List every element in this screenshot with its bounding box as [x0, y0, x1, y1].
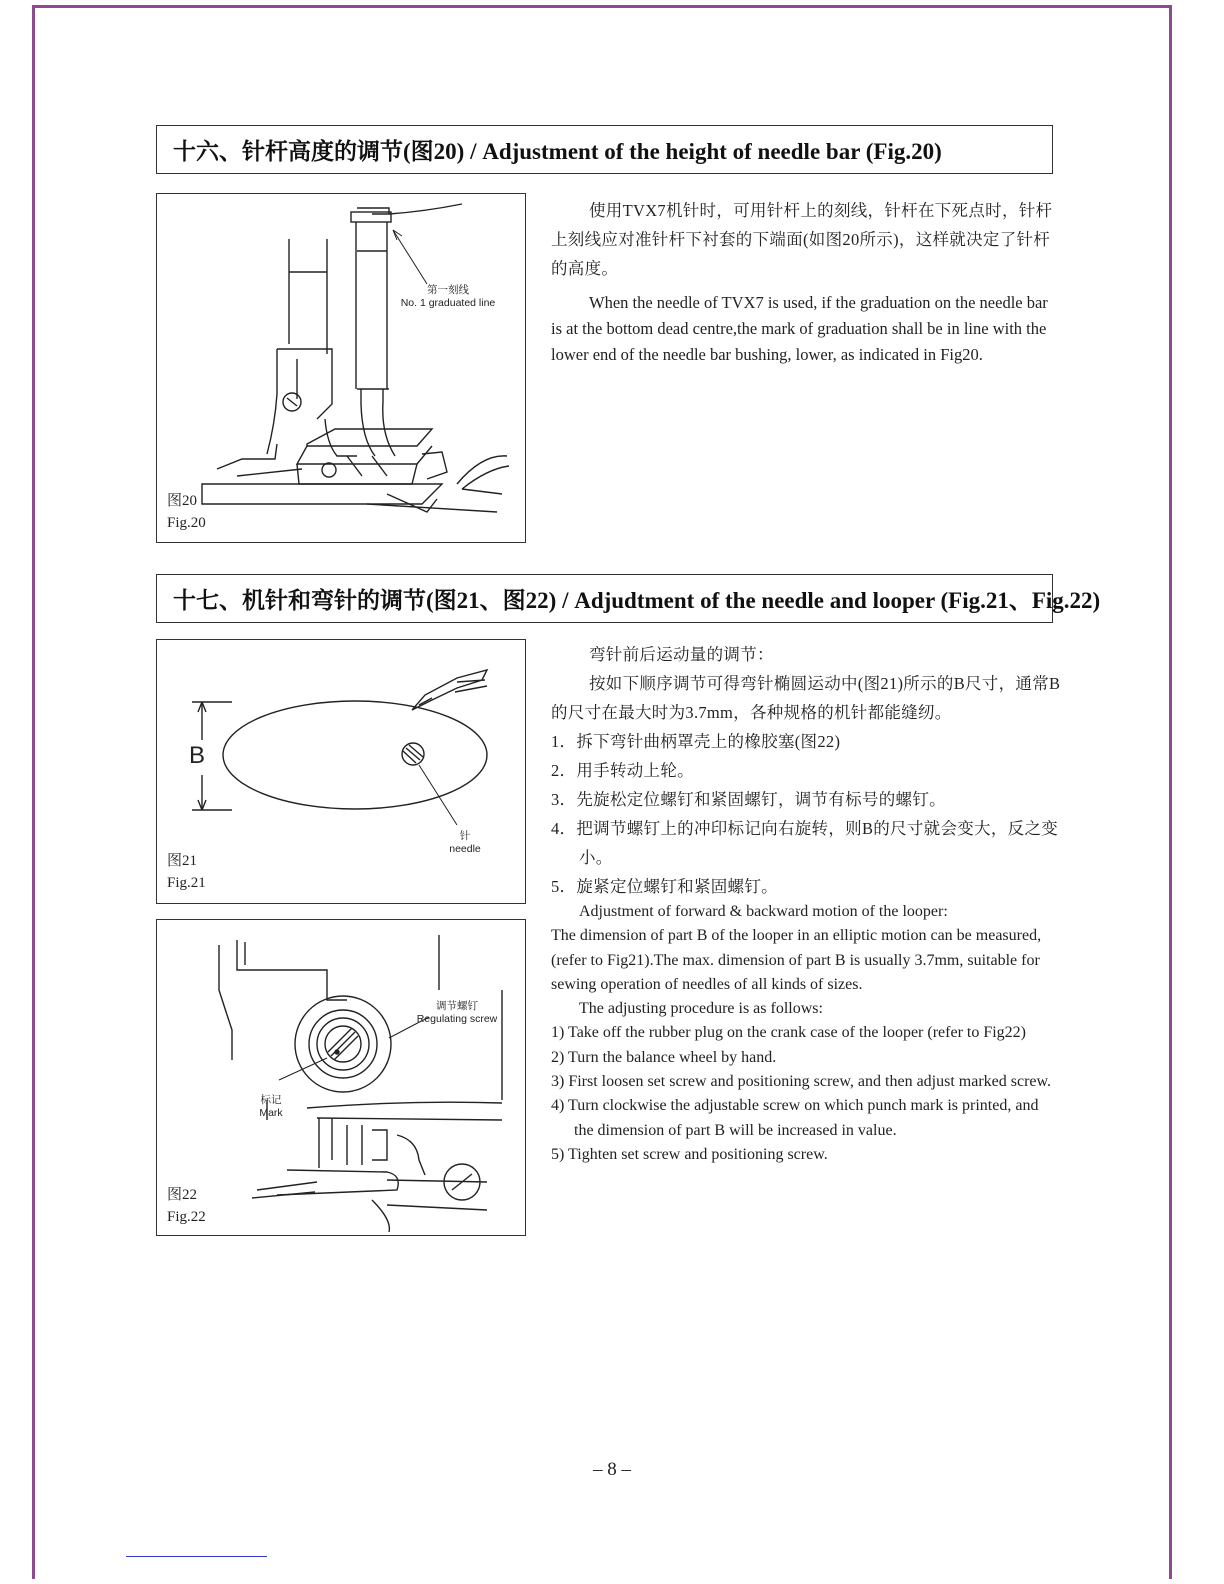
looper-intro-en: The dimension of part B of the looper in an elliptic motion can be measured,(refer to Fig21).The max. dimension of part B is usually 3.7mm, suitable for sewing operation of needles of all kinds of sizes.	[551, 927, 1042, 993]
zh-step: 4．把调节螺钉上的冲印标记向右旋转，则B的尺寸就会变大，反之变小。	[551, 819, 1059, 867]
graduated-line-label: 第一刻线 No. 1 graduated line	[400, 284, 496, 309]
looper-heading-zh: 弯针前后运动量的调节：	[589, 645, 774, 664]
section-17-title: 十七、机针和弯针的调节(图21、图22) / Adjudtment of the needle and looper (Fig.21、Fig.22)	[156, 574, 1053, 623]
en-step: 4) Turn clockwise the adjustable screw on which punch mark is printed, and the dimension of part B will be increased in value.	[551, 1097, 1039, 1139]
en-step: 1) Take off the rubber plug on the crank case of the looper (refer to Fig22)	[551, 1024, 1027, 1042]
mark-label: 标记 Mark	[259, 1094, 283, 1119]
zh-step: 2．用手转动上轮。	[551, 761, 694, 780]
figure-21	[156, 639, 526, 904]
looper-heading-en: Adjustment of forward & backward motion of the looper:	[579, 903, 948, 920]
needle-label: 针 needle	[449, 830, 481, 855]
zh-step: 5．旋紧定位螺钉和紧固螺钉。	[551, 877, 778, 896]
regulating-screw-illustration	[157, 920, 527, 1237]
figure-21-caption: 图21 Fig.21	[167, 853, 206, 891]
en-step: 2) Turn the balance wheel by hand.	[551, 1048, 777, 1066]
section-16-text-en: When the needle of TVX7 is used, if the graduation on the needle bar is at the bottom dead centre,the mark of graduation shall be in line with the lower end of the needle bar bushing, lower, as indicated in Fig20.	[551, 293, 1048, 364]
figure-22	[156, 919, 526, 1236]
procedure-heading-en: The adjusting procedure is as follows:	[579, 1000, 823, 1018]
en-step: 5) Tighten set screw and positioning screw.	[551, 1145, 828, 1163]
section-16-text	[551, 196, 1061, 368]
en-step: 3) First loosen set screw and positioning screw, and then adjust marked screw.	[551, 1073, 1052, 1091]
looper-ellipse-illustration	[157, 640, 527, 905]
section-16-title: 十六、针杆高度的调节(图20) / Adjustment of the height of needle bar (Fig.20)	[156, 125, 1053, 174]
footer-rule	[126, 1556, 267, 1557]
section-16-text-zh: 使用TVX7机针时，可用针杆上的刻线，针杆在下死点时，针杆上刻线应对准针杆下衬套的下端面(如图20所示)，这样就决定了针杆的高度。	[551, 201, 1053, 278]
dimension-b-label: B	[189, 742, 206, 769]
page-number: – 8 –	[593, 1459, 631, 1480]
figure-22-caption: 图22 Fig.22	[167, 1187, 206, 1225]
regulating-screw-label: 调节螺钉 Regulating screw	[416, 1000, 498, 1025]
zh-step: 3．先旋松定位螺钉和紧固螺钉，调节有标号的螺钉。	[551, 790, 946, 809]
figure-20-caption: 图20 Fig.20	[167, 493, 206, 531]
looper-intro-zh: 按如下顺序调节可得弯针椭圆运动中(图21)所示的B尺寸，通常B的尺寸在最大时为3.7mm，各种规格的机针都能缝纫。	[551, 674, 1061, 722]
section-17-text-zh	[551, 640, 1061, 901]
needle-bar-illustration	[157, 194, 527, 544]
section-17-text-en	[551, 900, 1061, 1167]
figure-20	[156, 193, 526, 543]
zh-step: 1．拆下弯针曲柄罩壳上的橡胶塞(图22)	[551, 732, 841, 751]
